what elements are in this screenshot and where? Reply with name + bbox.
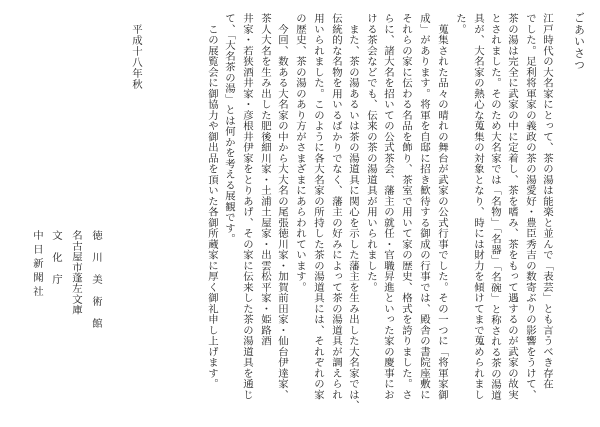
body-column: 今回、数ある大名家の中から大大名の尾張徳川家・加賀前田家・仙台伊達家、 (276, 13, 288, 400)
document-heading: ごあいさつ (573, 12, 586, 71)
body-column: 伝統的な名物を用いるばかりでなく、藩主の好みによって茶の湯道具が調えられ (330, 13, 342, 400)
body-column: それらの家に伝わる名品を飾り、茶室で用いて家の歴史、格式を誇りました。さ (400, 13, 412, 400)
body-column: とされました。そのため大名家では「名物」「名器」「名碗」と称される茶の湯道 (489, 13, 501, 401)
organization-name: 名古屋市蓬左文庫 (70, 230, 82, 315)
body-column: 用いられました。このように各大名家の所持した茶の湯道具には、それぞれの家 (312, 13, 324, 400)
body-column: らに、諸大名を招いての公式茶会、藩主の就任・官職昇進といった家の慶事にお (382, 13, 394, 400)
body-column: また、茶の湯あるいは茶の湯道具に関心を示した藩主を生み出した大名家では、 (347, 13, 359, 411)
body-column: の歴史、茶の湯のあり方がさまざまにあらわれています。 (294, 13, 306, 293)
body-column: この展覧会に御協力や御出品を頂いた各御所蔵家に厚く御礼申し上げます。 (206, 13, 218, 390)
body-column: でした。足利将軍家の義政の茶の湯愛好・豊臣秀吉の数寄ぶりの影響をうけて、 (524, 13, 536, 400)
organization-name: 徳川美術館 (90, 230, 102, 340)
document-date: 平成十八年秋 (130, 24, 142, 90)
body-column: 蒐集された品々の晴れの舞台が武家の公式行事でした。その一つに「将軍家御 (436, 13, 448, 400)
body-column: て、「大名茶の湯」とは何かを考える展観です。 (223, 13, 235, 245)
body-column: 具が、大名家の熱心な蒐集の対象となり、時には財力を傾けてまで蒐められまし (472, 13, 484, 400)
body-column: た。 (454, 13, 466, 35)
body-column: ける茶会などでも、伝来の茶の湯道具が用いられました。 (365, 13, 377, 293)
body-column: 成」があります。将軍を自邸に招き歓待する御成の行事では、殿舎の書院座敷に (418, 13, 430, 400)
body-column: 茶の湯は完全に武家の中に定着し、茶を嗜み、茶をもって遇するのが武家の故実 (506, 13, 518, 400)
body-column: 江戸時代の大名家にとって、茶の湯は能楽と並んで「表芸」とも言うべき存在 (541, 13, 553, 390)
body-column: 茶人大名を生み出した肥後細川家・土浦土屋家・出雲松平家・姫路酒 (259, 13, 271, 347)
body-column: 井家・若狭酒井家・彦根井伊家をとりあげ、その家に伝来した茶の湯道具を通じ (241, 13, 253, 400)
organization-name: 文化庁 (50, 230, 62, 296)
organization-name: 中日新聞社 (31, 230, 43, 300)
